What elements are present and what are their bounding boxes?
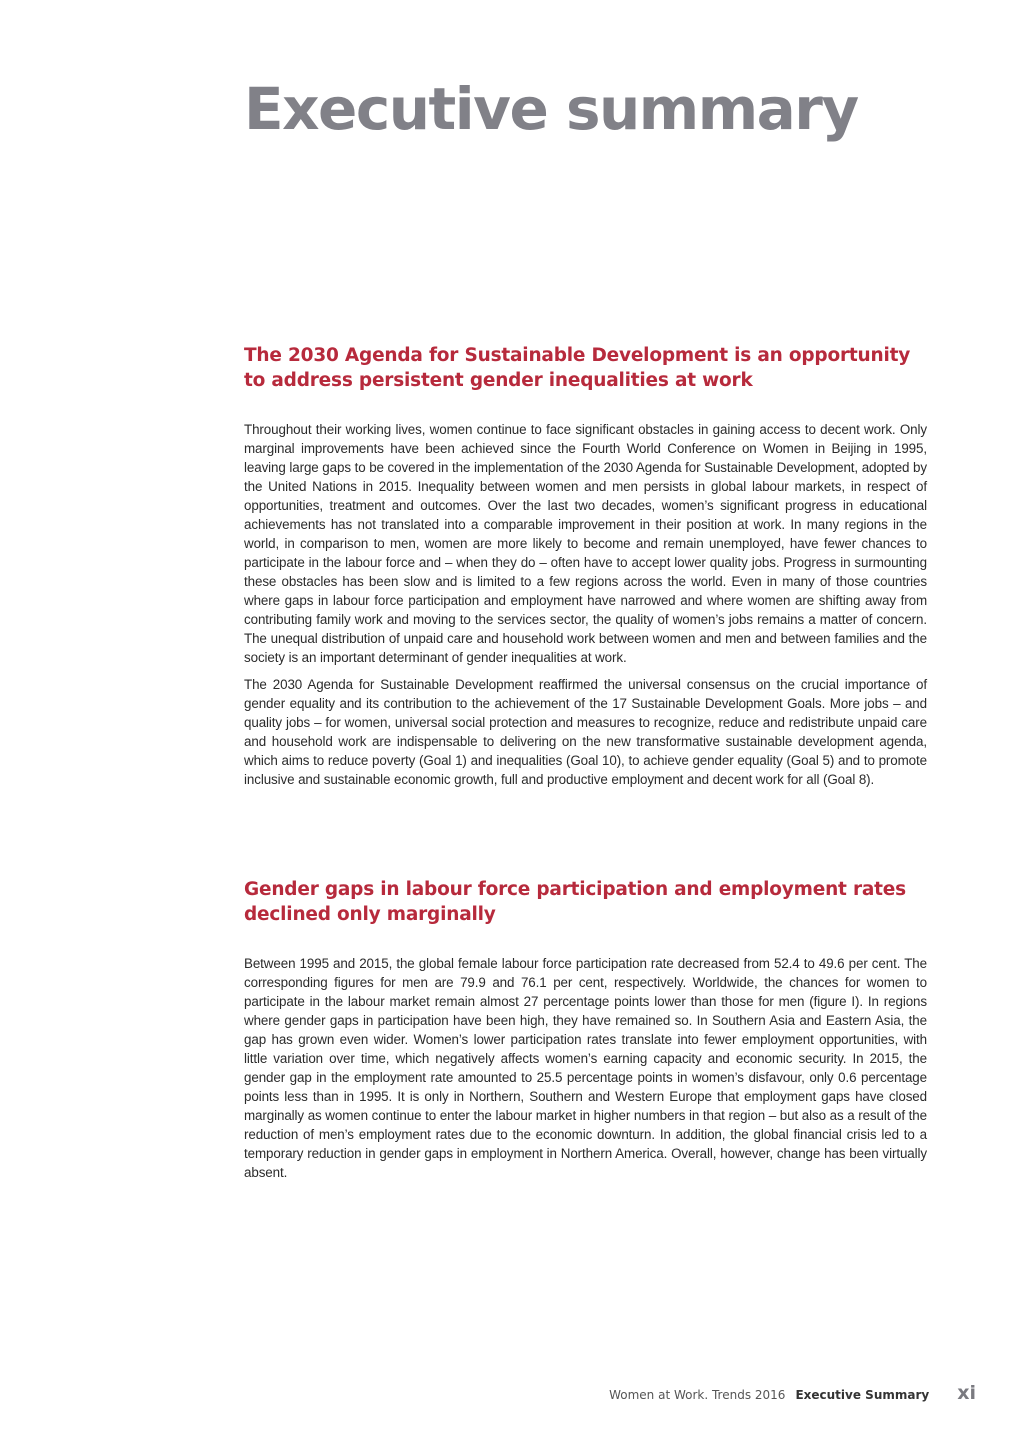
footer-section-name: Executive Summary	[795, 1388, 930, 1402]
section-gender-gaps	[244, 877, 927, 1190]
section-heading: The 2030 Agenda for Sustainable Development is an opportunity to address persistent gender inequalities at work	[244, 345, 911, 391]
paragraph: The 2030 Agenda for Sustainable Development reaffirmed the universal consensus on the crucial importance of gender equality and its contribution to the achievement of the 17 Sustainable Development Goals. More jobs – and quality jobs – for women, universal social protection and measures to recognize, reduce and redistribute unpaid care and household work are indispensable to delivering on the new transformative sustainable development agenda, which aims to reduce poverty (Goal 1) and inequalities (Goal 10), to achieve gender equality (Goal 5) and to promote inclusive and sustainable economic growth, full and productive employment and decent work for all (Goal 8).	[244, 677, 927, 787]
paragraph: Between 1995 and 2015, the global female labour force participation rate decreased from 52.4 to 49.6 per cent. The corresponding figures for men are 79.9 and 76.1 per cent, respectively. Worldwide, the chances for women to participate in the labour market remain almost 27 percentage points lower than those for men (figure I). In regions where gender gaps in participation have been high, they have remained so. In Southern Asia and Eastern Asia, the gap has grown even wider. Women’s lower participation rates translate into fewer employment opportunities, with little variation over time, which negatively affects women’s earning capacity and economic security. In 2015, the gender gap in the employment rate amounted to 25.5 percentage points in women’s disfavour, only 0.6 percentage points less than in 1995. It is only in Northern, Southern and Western Europe that employment gaps have closed marginally as women continue to enter the labour market in higher numbers in that region – but also as a result of the reduction of men’s employment rates due to the economic downturn. In addition, the global financial crisis led to a temporary reduction in gender gaps in employment in Northern America. Overall, however, change has been virtually absent.	[244, 956, 927, 1180]
page-title: Executive summary	[244, 75, 858, 143]
page-number: xi	[957, 1382, 976, 1404]
paragraph: Throughout their working lives, women continue to face significant obstacles in gaining access to decent work. Only marginal improvements have been achieved since the Fourth World Conference on Women in Beijing in 1995, leaving large gaps to be covered in the implementation of the 2030 Agenda for Sustainable Development, adopted by the United Nations in 2015. Inequality between women and men persists in global labour markets, in respect of opportunities, treatment and outcomes. Over the last two decades, women’s significant progress in educational achievements has not translated into a comparable improvement in their position at work. In many regions in the world, in comparison to men, women are more likely to become and remain unemployed, have fewer chances to participate in the labour force and – when they do – often have to accept lower quality jobs. Progress in surmounting these obstacles has been slow and is limited to a few regions across the world. Even in many of those countries where gaps in labour force participation and employment have narrowed and where women are shifting away from contributing family work and moving to the services sector, the quality of women’s jobs remains a matter of concern. The unequal distribution of unpaid care and household work between women and men and between families and the society is an important determinant of gender inequalities at work.	[244, 422, 927, 665]
page-footer	[609, 1382, 976, 1404]
section-heading: Gender gaps in labour force participation and employment rates declined only marginally	[244, 879, 906, 925]
footer-publication-title: Women at Work. Trends 2016	[609, 1388, 786, 1402]
section-agenda-2030	[244, 343, 927, 797]
